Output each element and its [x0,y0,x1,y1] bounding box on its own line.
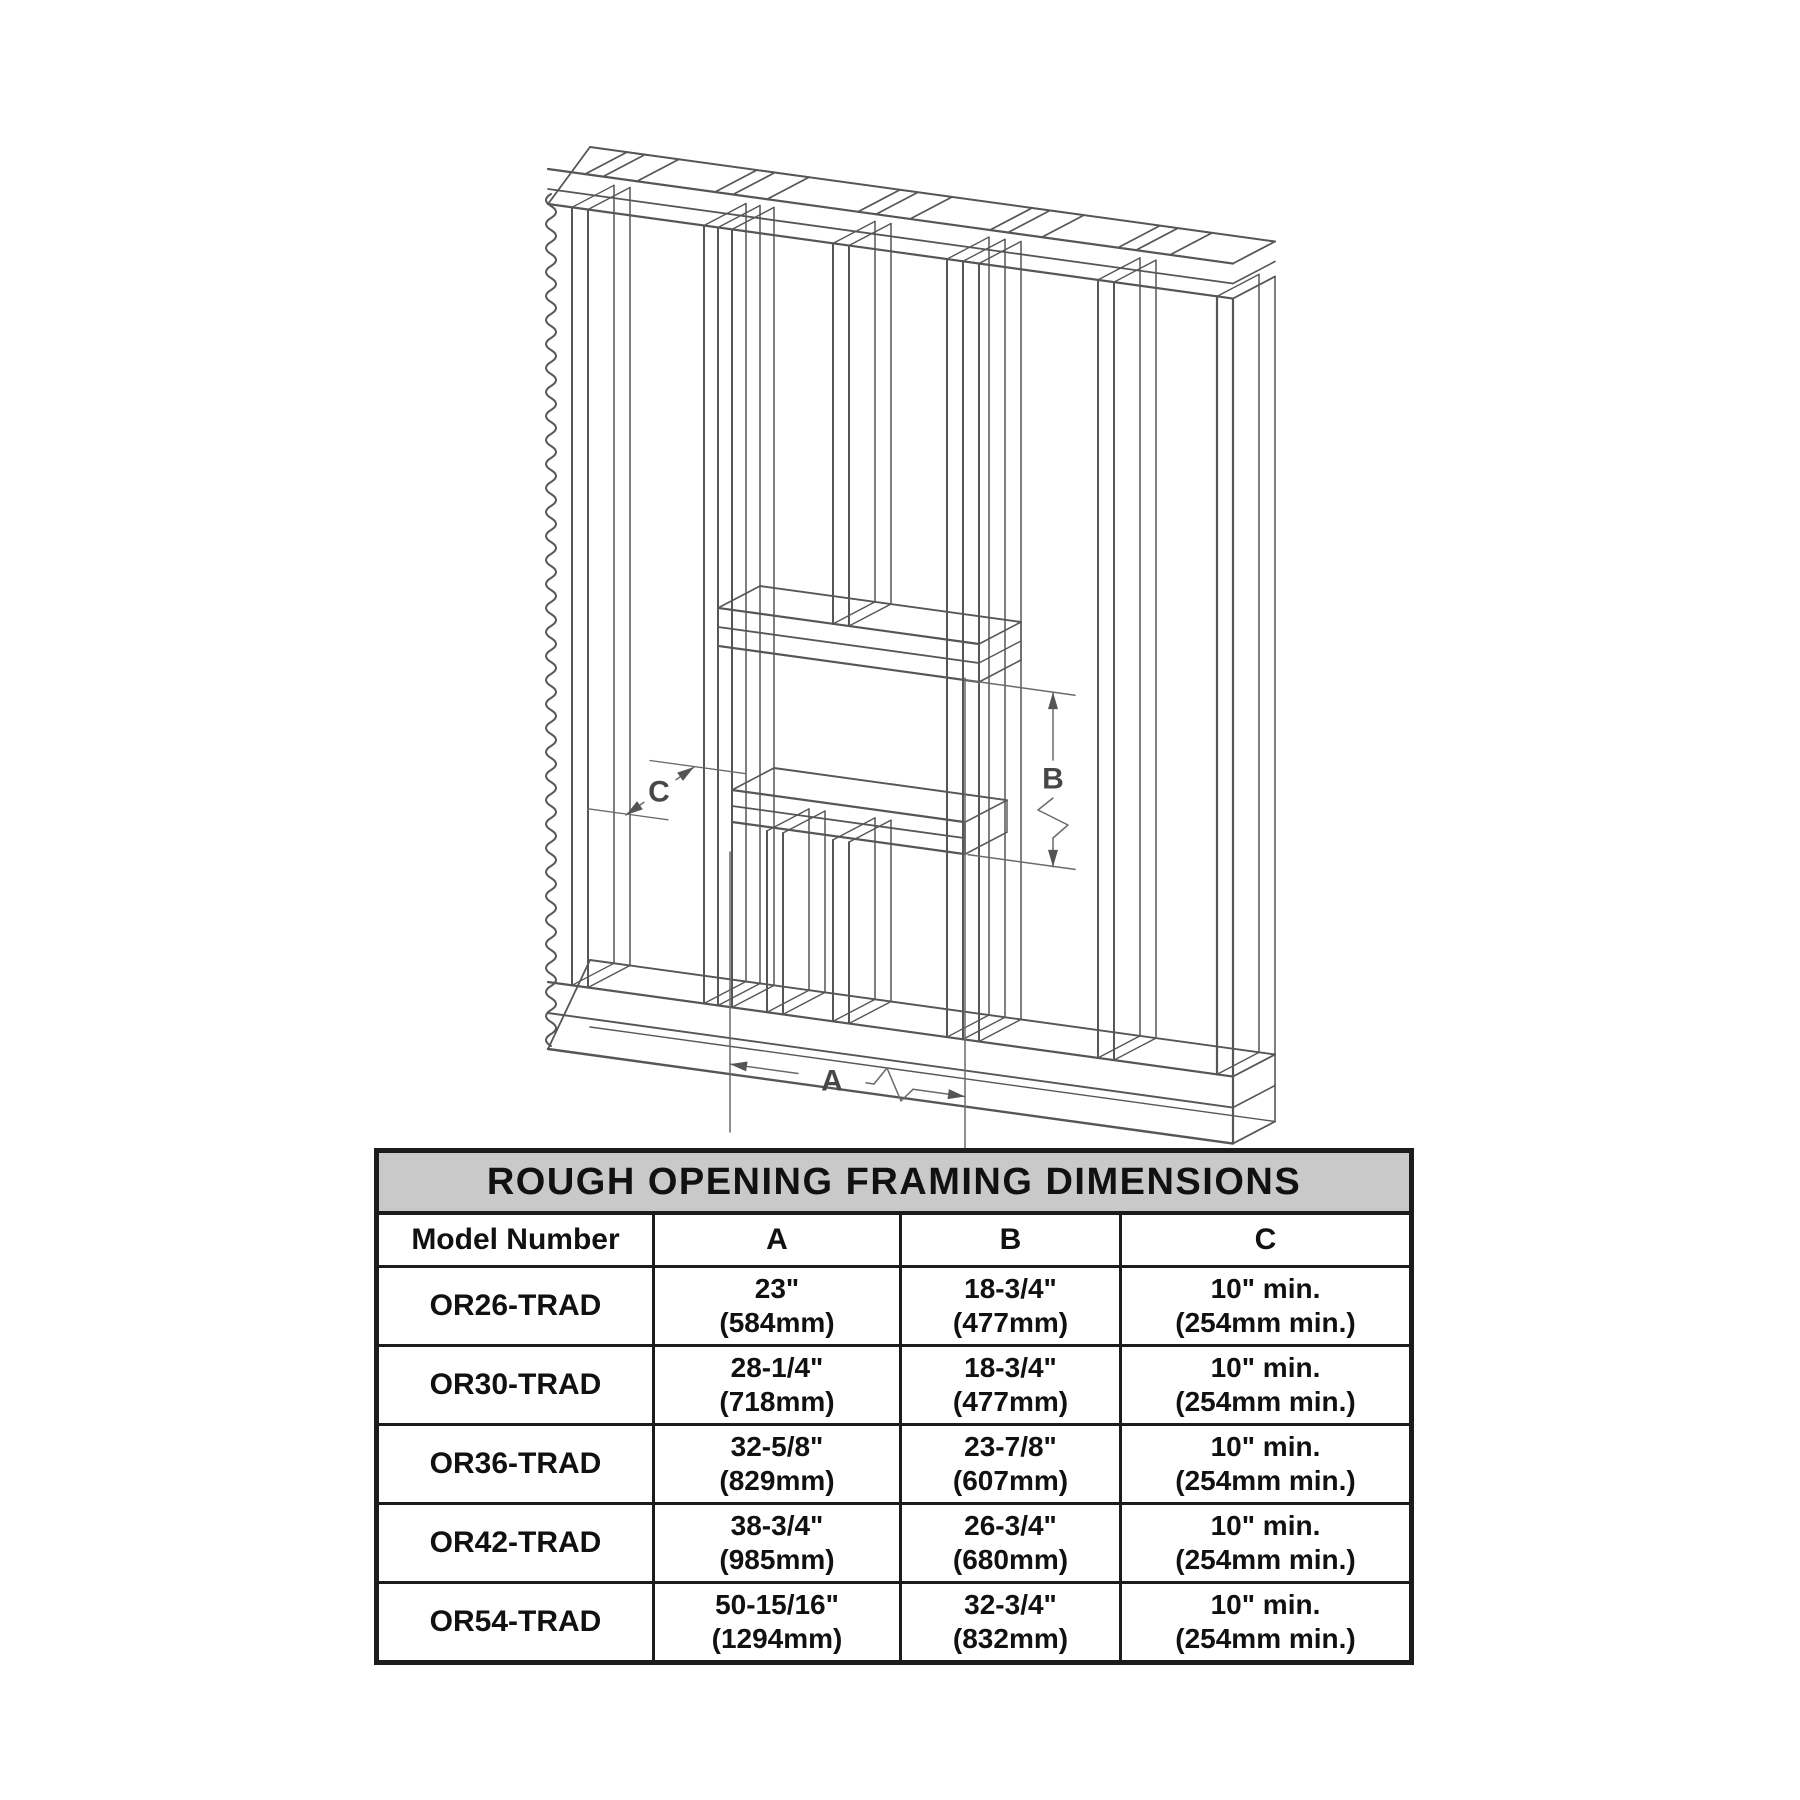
table-row [377,1346,1412,1425]
table-row [377,1425,1412,1504]
cell-c: 10" min. (254mm min.) [1121,1504,1412,1583]
dimension-label-b: B [1042,762,1064,796]
cell-model: OR36-TRAD [377,1425,654,1504]
framing-wireframe [546,147,1275,1152]
cell-model: OR26-TRAD [377,1267,654,1346]
cell-model: OR54-TRAD [377,1583,654,1663]
cell-c: 10" min. (254mm min.) [1121,1267,1412,1346]
table-title-row [377,1151,1412,1214]
dimension-label-a: A [821,1064,843,1098]
cell-a: 38-3/4" (985mm) [654,1504,901,1583]
cell-b: 18-3/4" (477mm) [901,1267,1121,1346]
cell-a: 50-15/16" (1294mm) [654,1583,901,1663]
table-row [377,1583,1412,1663]
cell-a: 23" (584mm) [654,1267,901,1346]
table-row [377,1504,1412,1583]
cell-c: 10" min. (254mm min.) [1121,1583,1412,1663]
cell-b: 26-3/4" (680mm) [901,1504,1121,1583]
cell-c: 10" min. (254mm min.) [1121,1425,1412,1504]
table-row [377,1267,1412,1346]
table-title: ROUGH OPENING FRAMING DIMENSIONS [377,1151,1412,1214]
cell-b: 18-3/4" (477mm) [901,1346,1121,1425]
cell-model: OR42-TRAD [377,1504,654,1583]
col-header-c: C [1121,1213,1412,1267]
col-header-model: Model Number [377,1213,654,1267]
cell-b: 32-3/4" (832mm) [901,1583,1121,1663]
col-header-a: A [654,1213,901,1267]
col-header-b: B [901,1213,1121,1267]
cell-model: OR30-TRAD [377,1346,654,1425]
cell-a: 28-1/4" (718mm) [654,1346,901,1425]
dimension-label-c: C [648,775,670,809]
rough-opening-dimensions-table [374,1148,1414,1665]
cell-a: 32-5/8" (829mm) [654,1425,901,1504]
cell-b: 23-7/8" (607mm) [901,1425,1121,1504]
table-header-row [377,1213,1412,1267]
cell-c: 10" min. (254mm min.) [1121,1346,1412,1425]
